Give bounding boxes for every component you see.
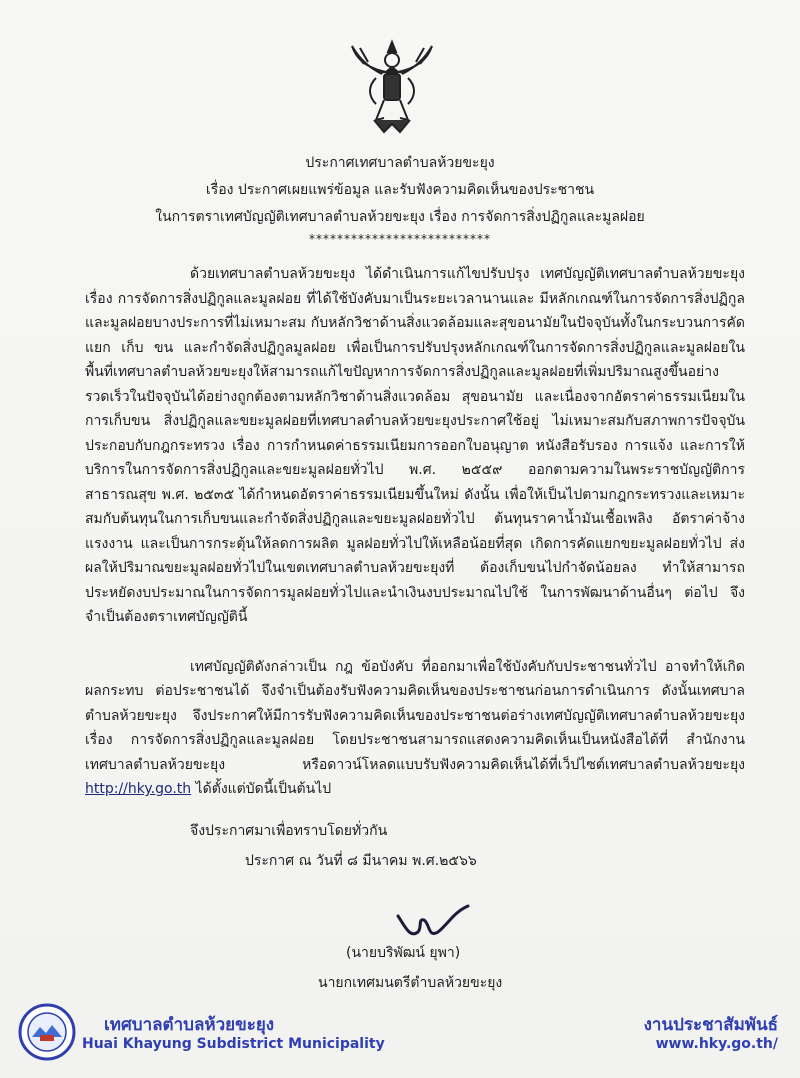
paragraph-2	[85, 655, 745, 802]
header-subject: เรื่อง ประกาศเผยแพร่ข้อมูล และรับฟังความคิดเห็นของประชาชน	[205, 182, 595, 198]
announcement-header	[0, 150, 800, 231]
announce-notice: จึงประกาศมาเพื่อทราบโดยทั่วกัน	[190, 823, 388, 839]
signer-title: นายกเทศมนตรีตำบลห้วยขะยุง	[318, 975, 503, 991]
header-subject-detail: ในการตราเทศบัญญัติเทศบาลตำบลห้วยขะยุง เรื่อง การจัดการสิ่งปฏิกูลและมูลฝอย	[155, 209, 645, 225]
paragraph-2-text: เทศบัญญัติดังกล่าวเป็น กฎ ข้อบังคับ ที่ออกมาเพื่อใช้บังคับกับประชาชนทั่วไป อาจทำให้เกิดผลกระทบ ต่อประชาชนได้ จึงจำเป็นต้องรับฟังความคิดเห็นของประชาชนก่อนการดำเนินการ ดังนั้นเทศบาลตำบลห้วยขะยุง จึงประกาศให้มีการรับฟังความคิดเห็นของประชาชนต่อร่างเทศบัญญัติเทศบาลตำบลห้วยขะยุง เรื่อง การจัดการสิ่งปฏิกูลและมูลฝอย โดยประชาชนสามารถแสดงความคิดเห็นเป็นหนังสือได้ที่ สำนักงานเทศบาลตำบลห้วยขะยุง หรือดาวน์โหลดแบบรับฟังความคิดเห็นได้ที่เว็ปไซต์เทศบาลตำบลห้วยขะยุง	[85, 658, 745, 773]
paragraph-2-end: ได้ตั้งแต่บัดนี้เป็นต้นไป	[195, 781, 332, 797]
garuda-emblem-icon	[346, 38, 438, 138]
footer-website[interactable]: www.hky.go.th/	[655, 1036, 778, 1052]
website-link[interactable]: http://hky.go.th	[85, 781, 192, 797]
announce-date: ประกาศ ณ วันที่ ๘ มีนาคม พ.ศ.๒๕๖๖	[245, 853, 477, 869]
signer-name: (นายบริพัฒน์ ยุพา)	[346, 945, 461, 961]
footer-org-english: Huai Khayung Subdistrict Municipality	[82, 1036, 385, 1052]
header-title: ประกาศเทศบาลตำบลห้วยขะยุง	[305, 155, 495, 171]
separator-stars: **************************	[309, 232, 491, 246]
footer-org-thai: เทศบาลตำบลห้วยขะยุง	[104, 1015, 275, 1035]
body-text	[85, 262, 745, 827]
paragraph-1: ด้วยเทศบาลตำบลห้วยขะยุง ได้ดำเนินการแก้ไขปรับปรุง เทศบัญญัติเทศบาลตำบลห้วยขะยุง เรื่อง การจัดการสิ่งปฏิกูลและมูลฝอย ที่ได้ใช้บังคับมาเป็นระยะเวลานานและ มีหลักเกณฑ์ในการจัดการสิ่งปฏิกูลและมูลฝอยบางประการที่ไม่เหมาะสม กับหลักวิชาด้านสิ่งแวดล้อมและสุขอนามัยในปัจจุบันทั้งในกระบวนการคัดแยก เก็บ ขน และกำจัดสิ่งปฏิกูลมูลฝอย เพื่อเป็นการปรับปรุงหลักเกณฑ์ในการจัดการสิ่งปฏิกูลและมูลฝอยในพื้นที่เทศบาลตำบลห้วยขะยุงให้สามารถแก้ไขปัญหาการจัดการสิ่งปฏิกูลและมูลฝอยที่เพิ่มปริมาณสูงขึ้นอย่างรวดเร็วในปัจจุบันได้อย่างถูกต้องตามหลักวิชาด้านสิ่งแวดล้อม สุขอนามัย และเนื่องจากอัตราค่าธรรมเนียมในการเก็บขน สิ่งปฏิกูลและขยะมูลฝอยที่เทศบาลตำบลห้วยขะยุงประกาศใช้อยู่ ไม่เหมาะสมกับสภาพการปัจจุบันประกอบกับกฎกระทรวง เรื่อง การกำหนดค่าธรรมเนียมการออกใบอนุญาต หนังสือรับรอง การแจ้ง และการให้บริการในการจัดการสิ่งปฏิกูลและขยะมูลฝอยทั่วไป พ.ศ. ๒๕๕๙ ออกตามความในพระราชบัญญัติการสาธารณสุข พ.ศ. ๒๕๓๕ ได้กำหนดอัตราค่าธรรมเนียมขึ้นใหม่ ดังนั้น เพื่อให้เป็นไปตามกฎกระทรวงและเหมาะสมกับต้นทุนในการเก็บขนและกำจัดสิ่งปฏิกูลและขยะมูลฝอยทั่วไป ต้นทุนราคาน้ำมันเชื้อเพลิง อัตราค่าจ้างแรงงาน และเป็นการกระตุ้นให้ลดการผลิต มูลฝอยทั่วไปให้เหลือน้อยที่สุด เกิดการคัดแยกขยะมูลฝอยทั่วไป ส่งผลให้ปริมาณขยะมูลฝอยทั่วไปในเขตเทศบาลตำบลห้วยขะยุงที่ ต้องเก็บขนไปกำจัดน้อยลง ทำให้สามารถประหยัดงบประมาณในการจัดการมูลฝอยทั่วไปและนำเงินงบประมาณไปใช้ ในการพัฒนาด้านอื่นๆ ต่อไป จึงจำเป็นต้องตราเทศบัญญัตินี้	[85, 266, 745, 625]
municipality-seal-icon	[18, 1003, 76, 1061]
footer-pr-section: งานประชาสัมพันธ์	[643, 1015, 778, 1035]
